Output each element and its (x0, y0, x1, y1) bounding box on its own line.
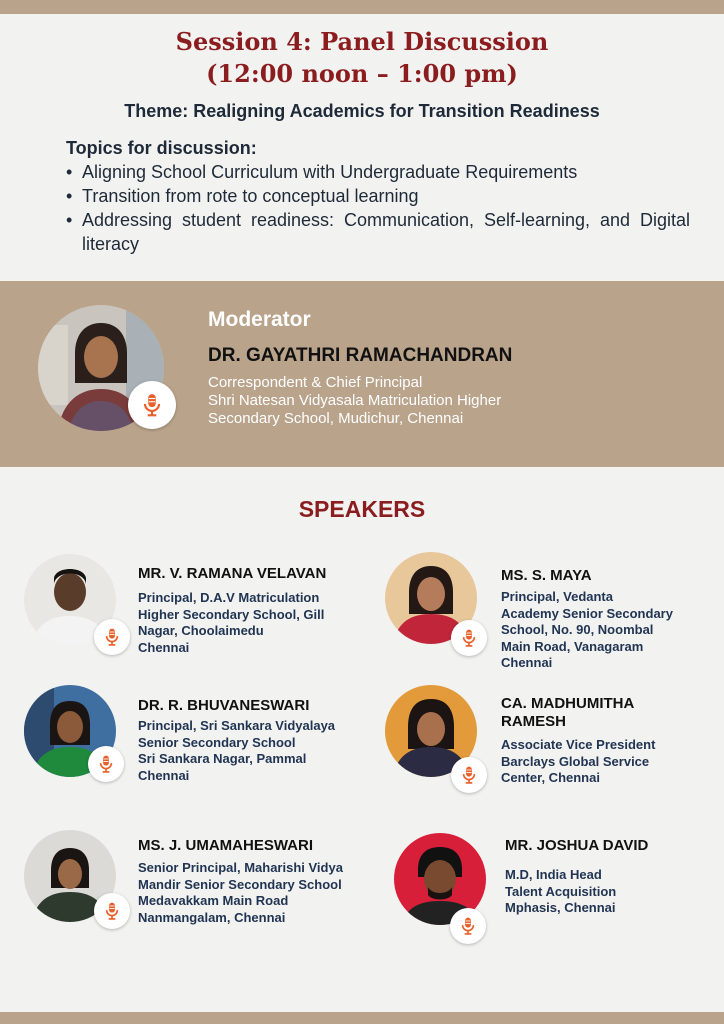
speaker-name (138, 837, 313, 855)
speaker-desc-line: Nagar, Choolaimedu (138, 623, 264, 638)
moderator-name: DR. GAYATHRI RAMACHANDRAN (208, 345, 513, 366)
speaker-desc-line: Medavakkam Main Road (138, 893, 289, 908)
bottom-border (0, 1012, 724, 1024)
speakers-heading: SPEAKERS (298, 496, 426, 522)
speaker-description (501, 737, 655, 787)
topic-item: • Transition from rote to conceptual learning (66, 184, 690, 208)
session-time: (12:00 noon – 1:00 pm) (206, 59, 518, 88)
speaker-name-line: MS. S. MAYA (501, 567, 592, 584)
moderator-role-line: Shri Natesan Vidyasala Matriculation Higher (208, 392, 502, 409)
session-title-line1: Session 4: Panel Discussion (175, 27, 549, 56)
microphone-icon (128, 381, 176, 429)
speaker-description (138, 860, 343, 926)
session-title (0, 26, 724, 90)
moderator-role-line: Secondary School, Mudichur, Chennai (208, 410, 464, 427)
topics-title: Topics for discussion: (66, 138, 257, 158)
microphone-icon (451, 620, 487, 656)
speaker-desc-line: Senior Principal, Maharishi Vidya (138, 860, 343, 875)
speaker-desc-line: Chennai (138, 767, 190, 783)
speaker-desc-line: Chennai (501, 655, 553, 670)
microphone-icon (94, 893, 130, 929)
microphone-icon (451, 757, 487, 793)
speaker-desc-line: Principal, Vedanta (501, 589, 613, 604)
speaker-desc-line: Barclays Global Service (501, 753, 650, 769)
speaker-description (138, 718, 335, 784)
speaker-desc-line: Chennai (138, 639, 190, 655)
speaker-description (501, 589, 673, 672)
speaker-desc-line: M.D, India Head (505, 867, 602, 882)
microphone-icon (94, 619, 130, 655)
microphone-icon (450, 908, 486, 944)
topics-list (66, 160, 690, 256)
speaker-name (138, 565, 326, 583)
speaker-desc-line: Mphasis, Chennai (505, 900, 616, 915)
speaker-desc-line: Nanmangalam, Chennai (138, 909, 286, 925)
moderator-role (208, 374, 608, 428)
speaker-name-line: CA. MADHUMITHA (501, 695, 635, 712)
session-theme: Theme: Realigning Academics for Transition Readiness (124, 101, 600, 121)
top-border (0, 0, 724, 14)
speaker-desc-line: Talent Acquisition (505, 883, 617, 899)
speaker-desc-line: Mandir Senior Secondary School (138, 876, 342, 892)
speaker-name (501, 695, 634, 731)
speaker-name (501, 567, 592, 585)
topic-item: • Addressing student readiness: Communication, Self-learning, and Digital literacy (66, 208, 690, 256)
speaker-name (138, 697, 309, 715)
speaker-description (505, 867, 616, 917)
speaker-desc-line: Higher Secondary School, Gill (138, 606, 325, 622)
speaker-name-line: DR. R. BHUVANESWARI (138, 697, 310, 714)
speaker-name-line: MR. V. RAMANA VELAVAN (138, 565, 327, 582)
speaker-desc-line: Associate Vice President (501, 737, 656, 752)
speaker-name (505, 837, 648, 855)
speaker-desc-line: Senior Secondary School (138, 734, 296, 750)
speaker-desc-line: Principal, D.A.V Matriculation (138, 590, 320, 605)
moderator-label: Moderator (208, 308, 311, 331)
speaker-desc-line: Main Road, Vanagaram (501, 638, 644, 654)
speaker-desc-line: School, No. 90, Noombal (501, 622, 654, 637)
speaker-description (138, 590, 324, 656)
topic-item: • Aligning School Curriculum with Undergraduate Requirements (66, 160, 690, 184)
speaker-desc-line: Academy Senior Secondary (501, 605, 673, 621)
microphone-icon (88, 746, 124, 782)
speaker-name-line: MR. JOSHUA DAVID (505, 837, 649, 854)
moderator-role-line: Correspondent & Chief Principal (208, 374, 423, 391)
speaker-name-line: MS. J. UMAMAHESWARI (138, 837, 314, 854)
speaker-desc-line: Sri Sankara Nagar, Pammal (138, 751, 307, 766)
speaker-name-line: RAMESH (501, 713, 567, 730)
speaker-desc-line: Principal, Sri Sankara Vidyalaya (138, 718, 336, 733)
speaker-desc-line: Center, Chennai (501, 770, 600, 785)
